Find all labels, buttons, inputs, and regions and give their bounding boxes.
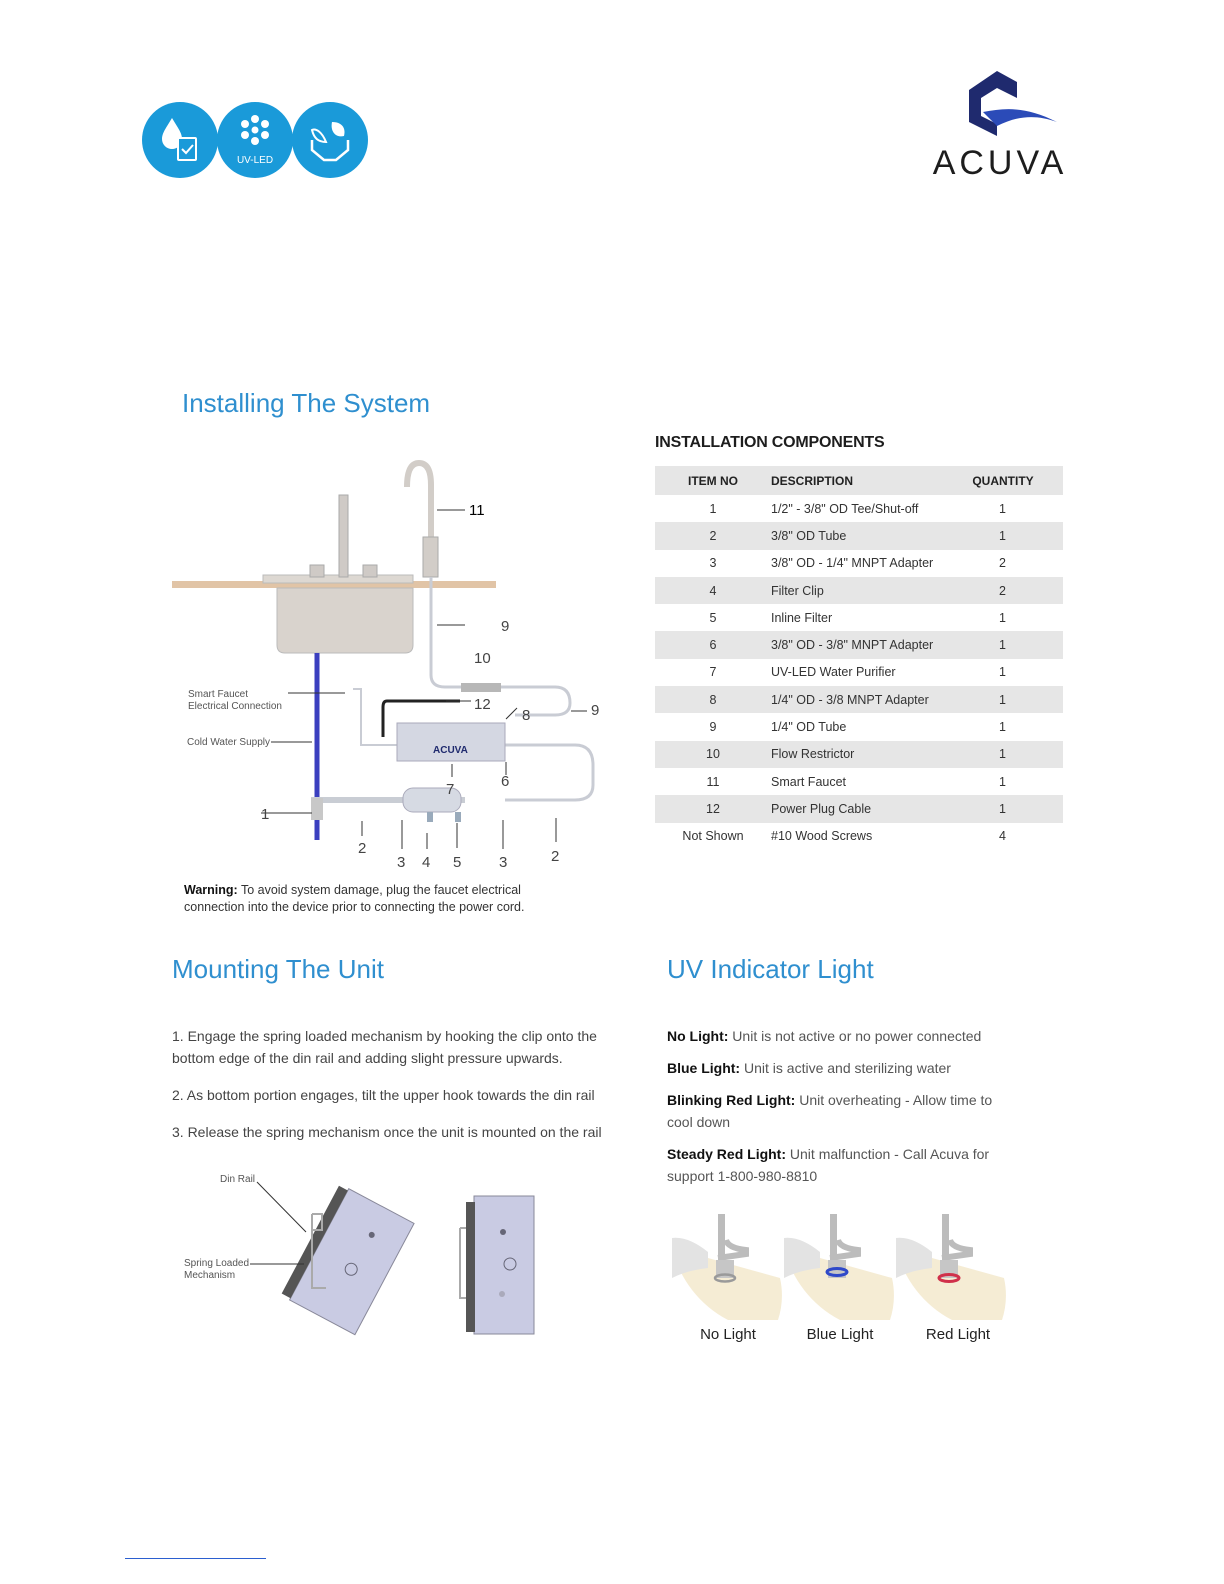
installation-diagram	[165, 455, 615, 875]
callout-3b: 3	[499, 854, 508, 871]
header-item-no: ITEM NO	[655, 466, 771, 495]
callout-9b: 9	[591, 702, 600, 719]
uv-state-blinking-red: Blinking Red Light: Unit overheating - Allow time to cool down	[667, 1092, 993, 1130]
uv-led-icon	[217, 102, 293, 178]
water-drop-glass-icon	[142, 102, 218, 178]
warning-label: Warning:	[184, 883, 238, 897]
components-table	[655, 466, 1063, 850]
callout-6: 6	[501, 773, 510, 790]
table-row: 11 Smart Faucet 1	[706, 774, 1006, 789]
uv-state-steady-red: Steady Red Light: Unit malfunction - Call Acuva for support 1-800-980-8810	[667, 1146, 990, 1184]
faucet-blue-light	[784, 1214, 894, 1320]
faucet-lights	[668, 1208, 1013, 1324]
callout-1: 1	[261, 806, 270, 823]
callout-5: 5	[453, 854, 462, 871]
callout-10: 10	[474, 650, 491, 667]
table-row: 5 Inline Filter 1	[709, 610, 1006, 625]
uv-state-no-light: No Light: Unit is not active or no power connected	[667, 1028, 982, 1044]
table-row: 3 3/8" OD - 1/4" MNPT Adapter 2	[709, 556, 1006, 571]
mounting-title: Mounting The Unit	[172, 954, 384, 984]
logo-text: ACUVA	[932, 144, 1068, 182]
acuva-logo-mark	[925, 68, 1075, 148]
table-row: 8 1/4" OD - 3/8 MNPT Adapter 1	[655, 686, 1063, 713]
callout-12: 12	[474, 696, 491, 713]
smart-faucet-label: Smart Faucet Electrical Connection	[188, 689, 282, 712]
mounting-step: 3. Release the spring mechanism once the unit is mounted on the rail	[172, 1124, 602, 1140]
table-row: 2 3/8" OD Tube 1	[655, 522, 1063, 549]
uv-state-blue: Blue Light: Unit is active and sterilizing water	[667, 1060, 951, 1076]
warning-body: To avoid system damage, plug the faucet electrical connection into the device prior to connecting the power cord.	[184, 883, 525, 914]
header-quantity: QUANTITY	[962, 466, 1063, 495]
sink-basin	[277, 588, 413, 653]
table-row: Not Shown #10 Wood Screws 4	[682, 829, 1006, 844]
callout-8: 8	[522, 707, 531, 724]
callout-4: 4	[422, 854, 431, 871]
faucet-label-red-light: Red Light	[925, 1326, 991, 1343]
tilted-unit	[281, 1184, 414, 1335]
callout-11: 11	[469, 502, 485, 519]
faucet-label-no-light: No Light	[700, 1326, 756, 1343]
table-row: 12 Power Plug Cable 1	[655, 795, 1063, 822]
din-rail-label: Din Rail	[220, 1174, 256, 1185]
hands-leaf-icon	[292, 102, 368, 178]
eco-badge	[292, 102, 368, 178]
unit-logo: ACUVA	[433, 745, 468, 756]
table-row: 7 UV-LED Water Purifier 1	[709, 665, 1006, 680]
faucet-red-light	[896, 1214, 1006, 1320]
smart-faucet	[407, 463, 431, 540]
table-header	[655, 466, 1063, 495]
mounting-step: 1. Engage the spring loaded mechanism by hooking the clip onto the bottom edge of the din rail and adding slight pressure upwards.	[172, 1028, 597, 1066]
callout-2b: 2	[551, 848, 560, 865]
spring-label: Spring Loaded Mechanism	[184, 1258, 250, 1281]
footer-line	[125, 1558, 266, 1559]
warning-text	[184, 882, 564, 916]
mounting-step: 2. As bottom portion engages, tilt the upper hook towards the din rail	[172, 1087, 595, 1103]
callout-9: 9	[501, 618, 510, 635]
faucet-label-blue-light: Blue Light	[806, 1326, 874, 1343]
uv-led-badge	[217, 102, 293, 178]
table-row: 10 Flow Restrictor 1	[655, 741, 1063, 768]
faucet-no-light	[672, 1214, 782, 1320]
acuva-logo	[925, 68, 1075, 183]
table-row: 6 3/8" OD - 3/8" MNPT Adapter 1	[655, 631, 1063, 658]
callout-3: 3	[397, 854, 406, 871]
uv-title: UV Indicator Light	[667, 954, 874, 984]
cold-water-label: Cold Water Supply	[187, 737, 270, 748]
table-row: 1 1/2" - 3/8" OD Tee/Shut-off 1	[709, 501, 1006, 516]
badge-label: UV-LED	[236, 155, 274, 166]
water-quality-badge	[142, 102, 218, 178]
callout-2: 2	[358, 840, 367, 857]
flow-restrictor	[461, 683, 501, 692]
table-row: 4 Filter Clip 2	[655, 577, 1063, 604]
installing-title: Installing The System	[182, 388, 431, 418]
header-description: DESCRIPTION	[771, 466, 962, 495]
main-faucet	[339, 495, 348, 577]
callout-7: 7	[446, 781, 455, 798]
mounting-steps	[172, 1025, 612, 1158]
table-row: 9 1/4" OD Tube 1	[709, 720, 1006, 735]
uv-states	[667, 1025, 997, 1197]
components-title: INSTALLATION COMPONENTS	[655, 434, 885, 451]
